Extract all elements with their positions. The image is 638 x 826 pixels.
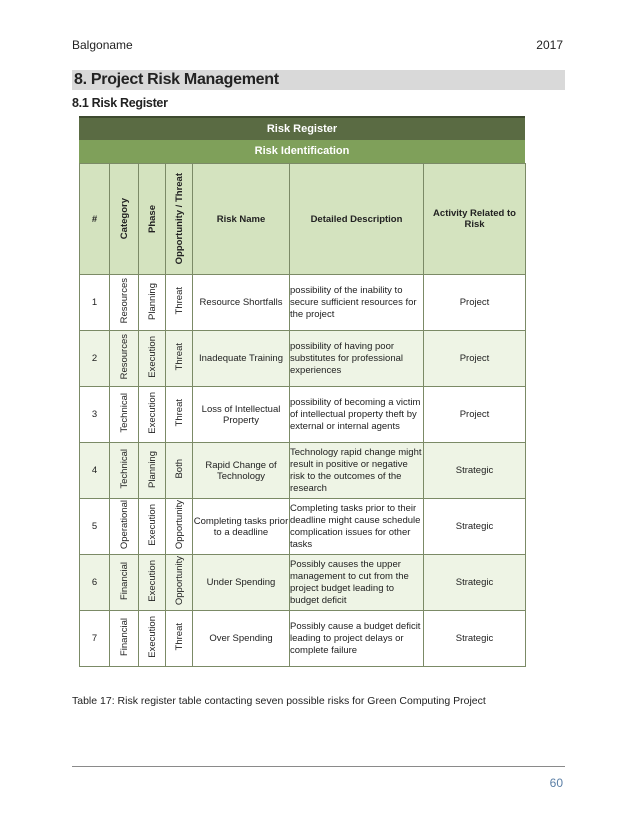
row-category: Technical: [110, 387, 139, 443]
row-num: 2: [80, 331, 110, 387]
row-activity: Project: [424, 331, 526, 387]
row-description: Technology rapid change might result in positive or negative risk to the outcomes of the research: [290, 443, 424, 499]
row-phase: Execution: [139, 611, 166, 667]
row-type: Threat: [166, 387, 193, 443]
row-type: Opportunity: [166, 555, 193, 611]
row-type: Threat: [166, 331, 193, 387]
col-header-phase: Phase: [139, 164, 166, 275]
row-activity: Strategic: [424, 611, 526, 667]
col-header-description: Detailed Description: [290, 164, 424, 275]
table-caption: Table 17: Risk register table contacting seven possible risks for Green Computing Project: [72, 695, 486, 707]
row-description: possibility of having poor substitutes for professional experiences: [290, 331, 424, 387]
subsection-title: 8.1 Risk Register: [72, 96, 168, 110]
row-num: 7: [80, 611, 110, 667]
row-risk-name: Under Spending: [193, 555, 290, 611]
table-row: [80, 555, 526, 611]
row-risk-name: Resource Shortfalls: [193, 275, 290, 331]
register-subtitle: Risk Identification: [79, 140, 525, 163]
row-description: Possibly cause a budget deficit leading to project delays or complete failure: [290, 611, 424, 667]
register-title: Risk Register: [79, 116, 525, 140]
table-row: [80, 275, 526, 331]
table-row: [80, 331, 526, 387]
row-activity: Project: [424, 275, 526, 331]
row-type: Both: [166, 443, 193, 499]
row-num: 5: [80, 499, 110, 555]
row-phase: Execution: [139, 387, 166, 443]
footer-divider: [72, 766, 565, 767]
row-category: Resources: [110, 275, 139, 331]
row-activity: Strategic: [424, 499, 526, 555]
row-category: Financial: [110, 611, 139, 667]
row-category: Financial: [110, 555, 139, 611]
section-title: 8. Project Risk Management: [74, 71, 279, 88]
row-phase: Planning: [139, 275, 166, 331]
row-activity: Strategic: [424, 555, 526, 611]
row-description: possibility of becoming a victim of intellectual property theft by external or internal agents: [290, 387, 424, 443]
row-num: 6: [80, 555, 110, 611]
row-phase: Execution: [139, 499, 166, 555]
row-type: Threat: [166, 611, 193, 667]
row-risk-name: Inadequate Training: [193, 331, 290, 387]
row-activity: Project: [424, 387, 526, 443]
table-header-row: [80, 164, 526, 275]
row-description: possibility of the inability to secure sufficient resources for the project: [290, 275, 424, 331]
row-num: 4: [80, 443, 110, 499]
row-risk-name: Loss of Intellectual Property: [193, 387, 290, 443]
row-type: Opportunity: [166, 499, 193, 555]
table-row: [80, 443, 526, 499]
col-header-risk-name: Risk Name: [193, 164, 290, 275]
row-phase: Planning: [139, 443, 166, 499]
row-description: Possibly causes the upper management to cut from the project budget leading to budget deficit: [290, 555, 424, 611]
table-row: [80, 499, 526, 555]
row-risk-name: Completing tasks prior to a deadline: [193, 499, 290, 555]
row-num: 1: [80, 275, 110, 331]
row-risk-name: Over Spending: [193, 611, 290, 667]
row-phase: Execution: [139, 331, 166, 387]
risk-register-figure: [79, 116, 525, 667]
row-category: Operational: [110, 499, 139, 555]
row-risk-name: Rapid Change of Technology: [193, 443, 290, 499]
row-type: Threat: [166, 275, 193, 331]
table-row: [80, 387, 526, 443]
row-description: Completing tasks prior to their deadline might cause schedule complication issues for other tasks: [290, 499, 424, 555]
row-phase: Execution: [139, 555, 166, 611]
page-number: 60: [549, 776, 563, 790]
col-header-num: #: [80, 164, 110, 275]
header-author: Balgoname: [72, 38, 133, 52]
col-header-category: Category: [110, 164, 139, 275]
risk-register-table: [79, 163, 526, 667]
header-year: 2017: [536, 38, 563, 52]
row-activity: Strategic: [424, 443, 526, 499]
table-row: [80, 611, 526, 667]
col-header-type: Opportunity / Threat: [166, 164, 193, 275]
row-category: Technical: [110, 443, 139, 499]
col-header-activity: Activity Related to Risk: [424, 164, 526, 275]
row-num: 3: [80, 387, 110, 443]
row-category: Resources: [110, 331, 139, 387]
